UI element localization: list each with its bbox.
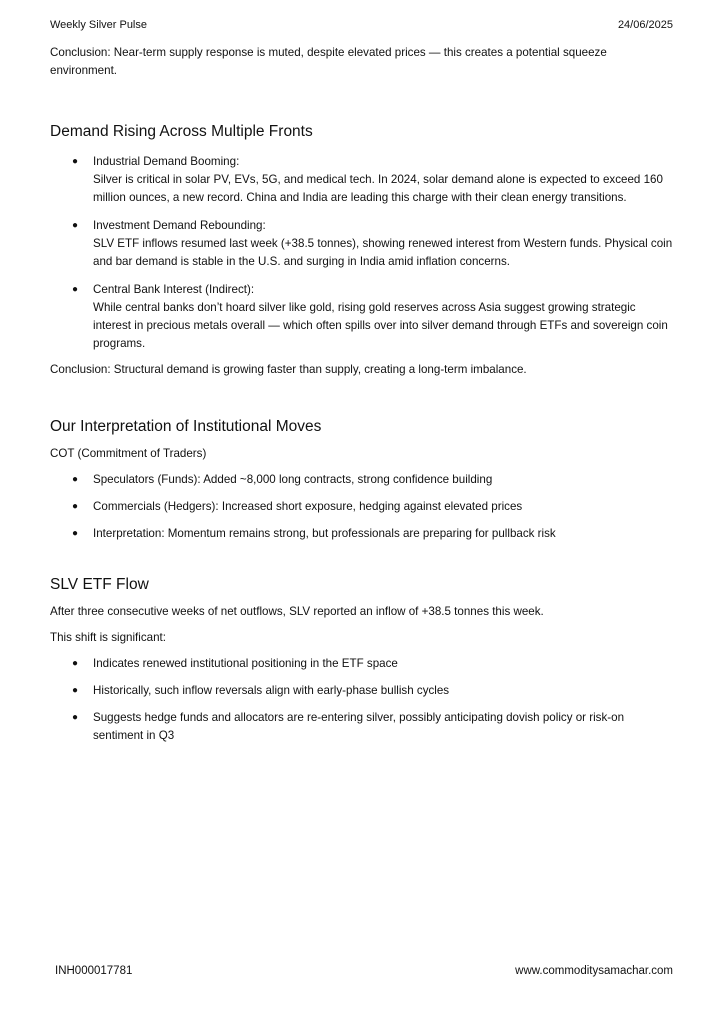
bullet-icon: ● xyxy=(72,712,79,723)
page-footer xyxy=(55,965,673,977)
institutional-item-text: Speculators (Funds): Added ~8,000 long contracts, strong confidence building xyxy=(93,473,493,486)
slv-item xyxy=(50,655,673,673)
demand-conclusion: Conclusion: Structural demand is growing faster than supply, creating a long-term imbalance. xyxy=(50,363,527,376)
bullet-icon: ● xyxy=(72,501,79,512)
intro-conclusion: Conclusion: Near-term supply response is muted, despite elevated prices — this creates a potential squeeze environment. xyxy=(50,46,607,77)
institutional-list xyxy=(50,471,673,543)
header-date: 24/06/2025 xyxy=(617,19,673,31)
page-header xyxy=(50,19,673,31)
slv-item xyxy=(50,682,673,700)
demand-item-title: Industrial Demand Booming: xyxy=(93,155,240,168)
demand-item-body: SLV ETF inflows resumed last week (+38.5 tonnes), showing renewed interest from Western funds. Physical coin and bar demand is stable in the U.S. and surging in India amid inflation concerns. xyxy=(93,237,673,268)
registration-number: INH000017781 xyxy=(55,965,133,977)
institutional-heading: Our Interpretation of Institutional Moves xyxy=(50,418,322,435)
demand-list xyxy=(50,153,673,353)
demand-heading: Demand Rising Across Multiple Fronts xyxy=(50,123,313,140)
cot-label: COT (Commitment of Traders) xyxy=(50,447,207,460)
header-title: Weekly Silver Pulse xyxy=(50,19,147,31)
bullet-icon: ● xyxy=(72,220,79,231)
document-body xyxy=(50,44,673,745)
demand-item-title: Central Bank Interest (Indirect): xyxy=(93,283,255,296)
institutional-item-text: Commercials (Hedgers): Increased short exposure, hedging against elevated prices xyxy=(93,500,523,513)
slv-item-text: Historically, such inflow reversals align with early-phase bullish cycles xyxy=(93,684,450,697)
demand-item-body: While central banks don’t hoard silver like gold, rising gold reserves across Asia suggest growing strategic interest in precious metals overall — which often spills over into silver demand through ETFs and sovereign coin programs. xyxy=(93,301,668,350)
demand-item xyxy=(50,217,673,271)
slv-paragraph: After three consecutive weeks of net outflows, SLV reported an inflow of +38.5 tonnes this week. xyxy=(50,605,544,618)
demand-item-title: Investment Demand Rebounding: xyxy=(93,219,266,232)
institutional-item xyxy=(50,525,673,543)
bullet-icon: ● xyxy=(72,658,79,669)
demand-item xyxy=(50,281,673,353)
slv-item-text: Suggests hedge funds and allocators are re-entering silver, possibly anticipating dovish policy or risk-on sentiment in Q3 xyxy=(93,711,625,742)
slv-paragraph: This shift is significant: xyxy=(50,631,166,644)
slv-heading: SLV ETF Flow xyxy=(50,576,149,593)
institutional-item xyxy=(50,471,673,489)
demand-item xyxy=(50,153,673,207)
website-link[interactable]: www.commoditysamachar.com xyxy=(515,965,673,977)
slv-item xyxy=(50,709,673,745)
bullet-icon: ● xyxy=(72,685,79,696)
bullet-icon: ● xyxy=(72,528,79,539)
institutional-item xyxy=(50,498,673,516)
bullet-icon: ● xyxy=(72,284,79,295)
institutional-item-text: Interpretation: Momentum remains strong, but professionals are preparing for pullback risk xyxy=(93,527,556,540)
demand-item-body: Silver is critical in solar PV, EVs, 5G, and medical tech. In 2024, solar demand alone is expected to exceed 160 million ounces, a new record. China and India are leading this charge with their clean energy transitions. xyxy=(93,173,663,204)
slv-list xyxy=(50,655,673,745)
bullet-icon: ● xyxy=(72,474,79,485)
bullet-icon: ● xyxy=(72,156,79,167)
slv-item-text: Indicates renewed institutional positioning in the ETF space xyxy=(93,657,398,670)
